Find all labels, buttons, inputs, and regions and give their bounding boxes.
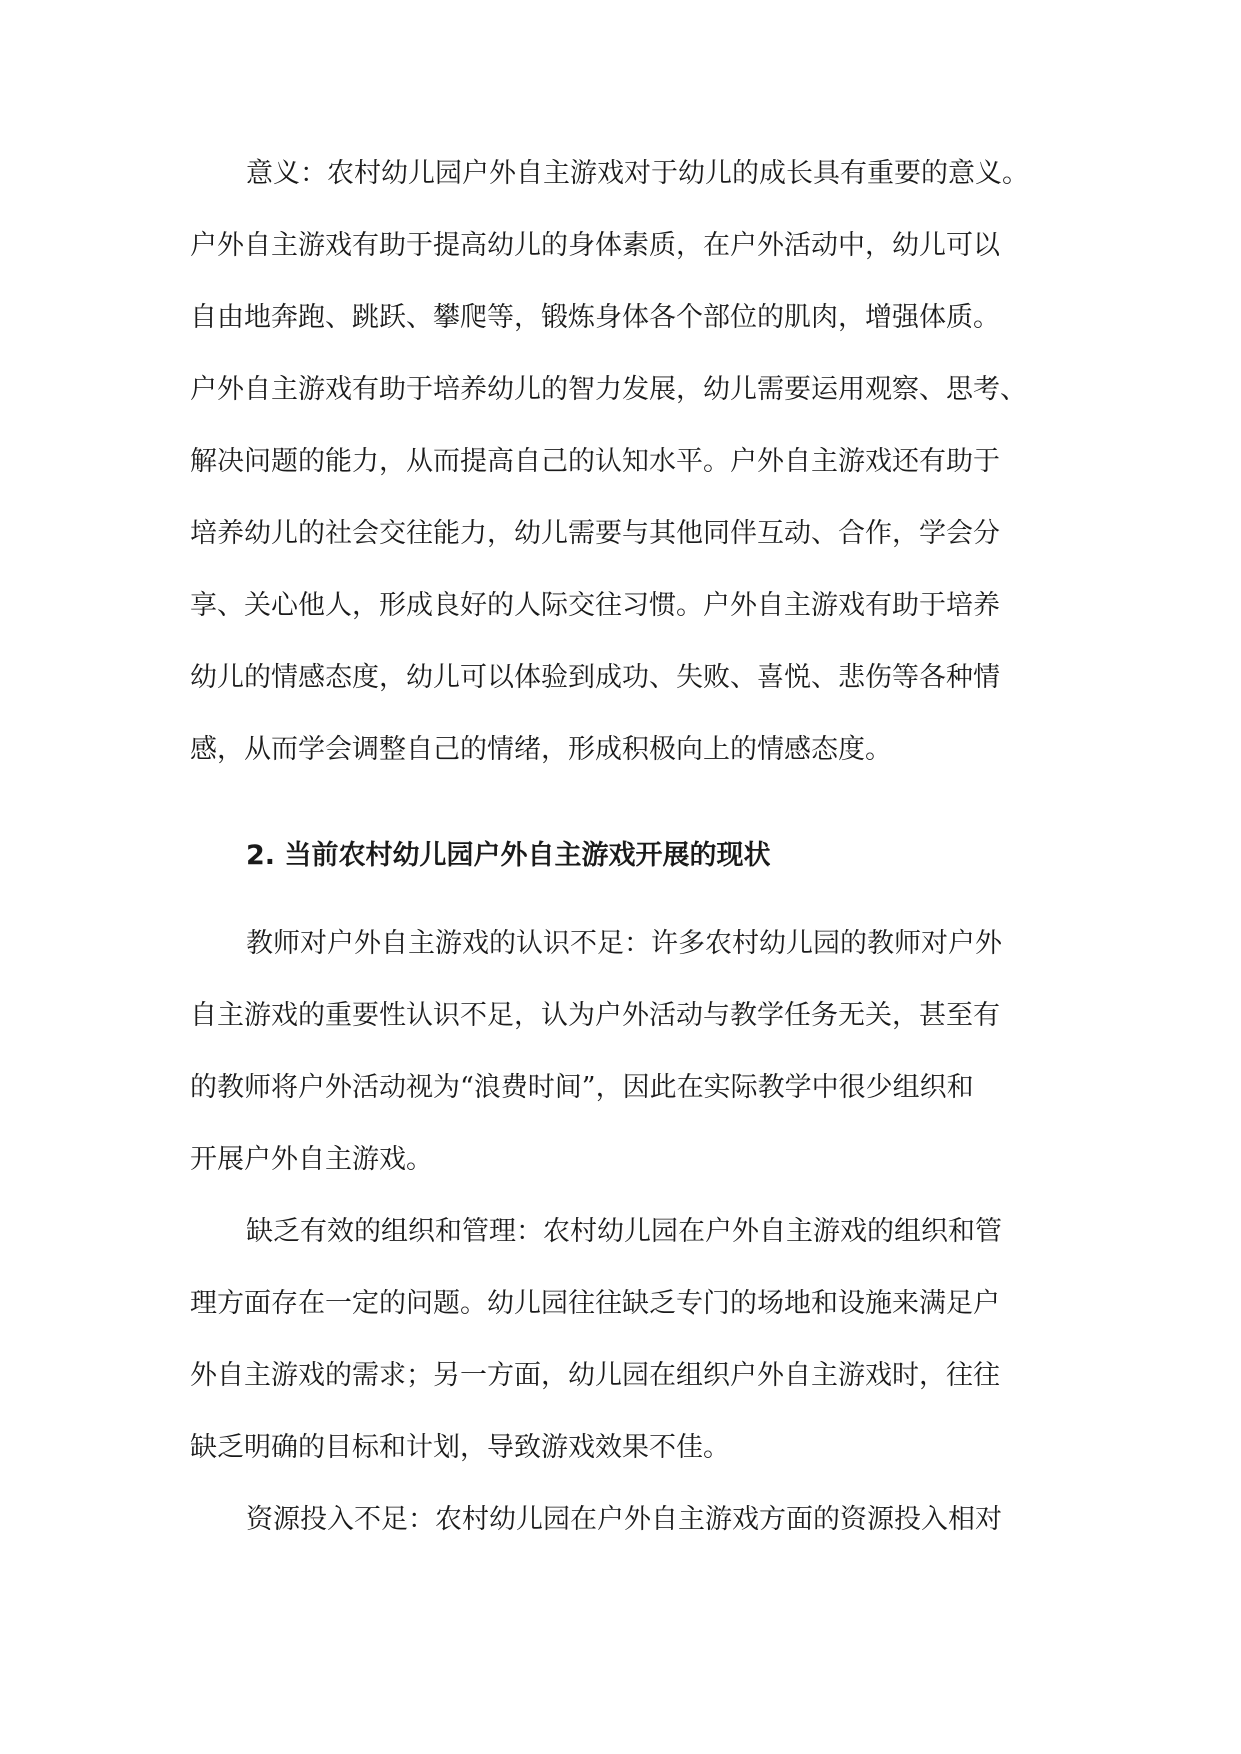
paragraph-line: 理方面存在一定的问题。幼儿园往往缺乏专门的场地和设施来满足户	[190, 1288, 1000, 1319]
paragraph-line: 开展户外自主游戏。	[190, 1144, 433, 1175]
paragraph-line: 培养幼儿的社会交往能力，幼儿需要与其他同伴互动、合作，学会分	[190, 518, 1000, 549]
paragraph-line: 的教师将户外活动视为“浪费时间”，因此在实际教学中很少组织和	[190, 1072, 974, 1103]
paragraph-line: 缺乏有效的组织和管理：农村幼儿园在户外自主游戏的组织和管	[246, 1216, 1002, 1247]
paragraph-line: 自由地奔跑、跳跃、攀爬等，锻炼身体各个部位的肌肉，增强体质。	[190, 302, 1000, 333]
paragraph-line: 享、关心他人，形成良好的人际交往习惯。户外自主游戏有助于培养	[190, 590, 1000, 621]
paragraph-line: 自主游戏的重要性认识不足，认为户外活动与教学任务无关，甚至有	[190, 1000, 1000, 1031]
paragraph-line: 解决问题的能力，从而提高自己的认知水平。户外自主游戏还有助于	[190, 446, 1000, 477]
paragraph-line: 户外自主游戏有助于培养幼儿的智力发展，幼儿需要运用观察、思考、	[190, 374, 1027, 405]
paragraph-line: 外自主游戏的需求；另一方面，幼儿园在组织户外自主游戏时，往往	[190, 1360, 1000, 1391]
paragraph-line: 教师对户外自主游戏的认识不足：许多农村幼儿园的教师对户外	[246, 928, 1002, 959]
paragraph-line: 户外自主游戏有助于提高幼儿的身体素质，在户外活动中，幼儿可以	[190, 230, 1000, 261]
section-heading: 2. 当前农村幼儿园户外自主游戏开展的现状	[246, 840, 771, 871]
paragraph-line: 感，从而学会调整自己的情绪，形成积极向上的情感态度。	[190, 734, 892, 765]
paragraph-line: 幼儿的情感态度，幼儿可以体验到成功、失败、喜悦、悲伤等各种情	[190, 662, 1000, 693]
paragraph-line: 资源投入不足：农村幼儿园在户外自主游戏方面的资源投入相对	[246, 1504, 1002, 1535]
paragraph-line: 缺乏明确的目标和计划，导致游戏效果不佳。	[190, 1432, 730, 1463]
paragraph-line: 意义：农村幼儿园户外自主游戏对于幼儿的成长具有重要的意义。	[246, 158, 1029, 189]
